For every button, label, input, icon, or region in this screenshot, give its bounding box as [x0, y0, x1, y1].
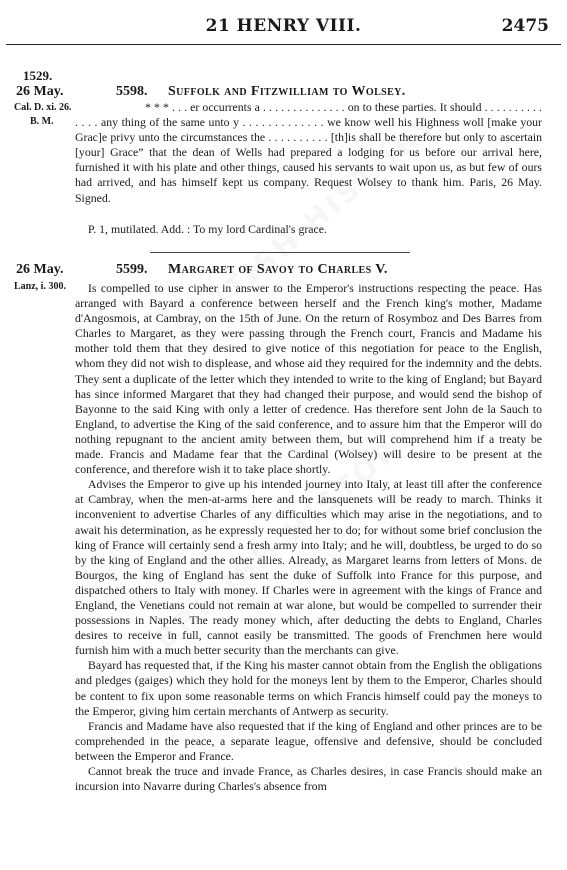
section-divider — [150, 252, 410, 253]
margin-reference: B. M. — [30, 116, 54, 127]
paragraph: Is compelled to use cipher in answer to the Emperor's instructions respecting the peace. Has arranged with Bayard a conference between herself and the French king's mother, Madame d'Angosmois, at Cambray, on the 15th of June. On the return of Rosymboz and Des Barres from Charles to Margaret, as they were passing through the French court, Francis and Madame his mother told them that they desired to give notice of this negotiation for peace to the English, whom they did not wish to displease, and whose aid they required for the indemnity and the debts. They sent a duplicate of the letter which they intended to write to the king of England; but Bayard has since informed Margaret that they had changed their purpose, and would send the bishop of Bayonne to the said King with only a letter of credence. Has therefore sent John de la Sauch to England, to advertise the King of the said conference, and to assure him that the Emperor will do nothing repugnant to the ancient amity between them, but will comprehend him if a treaty be made. Francis and Madame fear that the Cardinal (Wolsey) will desire to be present at the conference, and therefore wish it to take place shortly. — [75, 281, 542, 477]
entry-body — [75, 100, 542, 206]
source-note: P. 1, mutilated. Add. : To my lord Cardinal's grace. — [88, 222, 327, 236]
entry-title: Suffolk and Fitzwilliam to Wolsey. — [168, 84, 406, 99]
margin-date: 26 May. — [16, 84, 64, 99]
paragraph: Advises the Emperor to give up his intended journey into Italy, at least till after the conference at Cambray, when the men-at-arms here and the lansquenets will be ready to march. Thinks it inconvenient to advertise Charles of any difficulties which may arise in the negotiations, and to await his determination, as he expressly requested her to do; for without some brief conclusion the king of France will certainly send a fresh army into Italy; and he will, doubtless, be urged to do so by the king of England and the other allies. Already, as Margaret learns from letters of Mons. de Bourgos, the king of England has sent the duke of Suffolk into France for this purpose, and dispatched others to Italy with money. If Charles were in agreement with the kings of France and England, the Venetians could not remain at war alone, but would be compelled to surrender their possessions in Naples. The ready money which, after deducting the debts to England, Charles desires to receive in full, cannot easily be transmitted. The goods of Frenchmen here would furnish him with a much better security than the merchants can give. — [75, 477, 542, 658]
running-header — [0, 6, 567, 42]
margin-date: 26 May. — [16, 262, 64, 277]
header-rule — [6, 44, 561, 45]
entry-number: 5598. — [116, 84, 148, 99]
margin-year: 1529. — [23, 68, 53, 83]
running-title: 21 HENRY VIII. — [205, 16, 362, 36]
entry-title: Margaret of Savoy to Charles V. — [168, 262, 388, 277]
page-number: 2475 — [501, 16, 549, 36]
paragraph: * * * . . . er occurrents a . . . . . . . . . . . . . . on to these parties. It should . . . . . . . . . . . . . . any thing of the same unto y . . . . . . . . . . . . . we know well his Highness woll [make your Grac]e privy unto the circumstances the . . . . . . . . . . [th]is shall be therefore but only to ascertain [your] Grace” that the dean of Wells had prepared a lodging for us before our arrival here, furnished it with his plate and other things, caused his servants to wait upon us, as but few of ours had arrived, and has himself kept us company. Request Wolsey to thank him. Paris, 26 May. Signed. — [75, 100, 542, 205]
paragraph: Cannot break the truce and invade France, as Charles desires, in case Francis should make an incursion into Navarre during Charles's absence from — [75, 764, 542, 794]
entry-number: 5599. — [116, 262, 148, 277]
paragraph: Bayard has requested that, if the King his master cannot obtain from the English the obligations and pledges (gaiges) which they hold for the moneys lent by them to the Emperor, Charles should be content to fix upon some reasonable terms on which Francis himself could pay the moneys to the Emperor, giving him certain merchants of Antwerp as security. — [75, 658, 542, 718]
paragraph: Francis and Madame have also requested that if the king of England and other princes are to be comprehended in the peace, a separate league, offensive and defensive, should be concluded between the Emperor and France. — [75, 718, 542, 763]
entry-body — [75, 281, 542, 794]
margin-reference: Lanz, i. 300. — [14, 281, 66, 292]
margin-reference: Cal. D. xi. 26. — [14, 102, 72, 113]
